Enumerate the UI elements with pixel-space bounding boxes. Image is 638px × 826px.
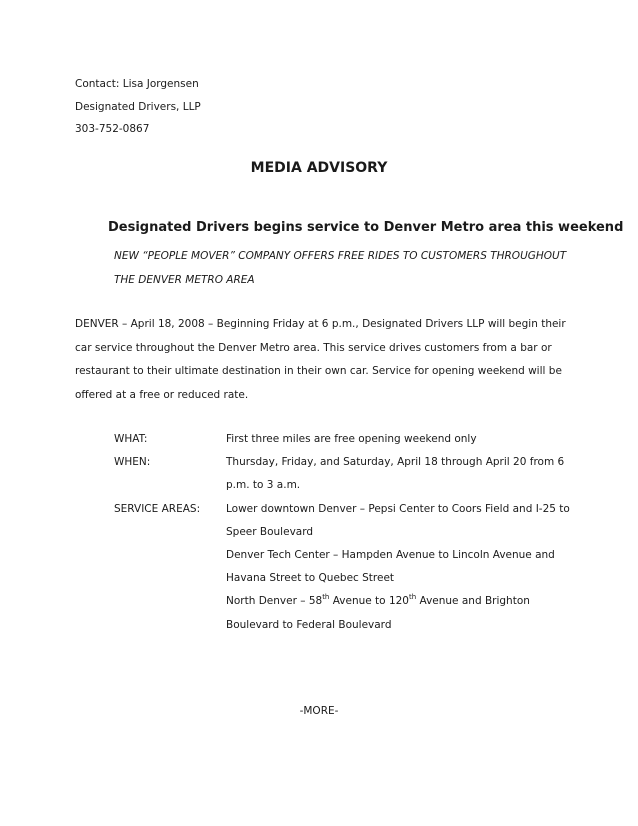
detail-row-when — [114, 451, 571, 497]
page-title: MEDIA ADVISORY — [250, 160, 388, 176]
what-value: First three miles are free opening weekend only — [226, 433, 477, 445]
when-label: WHEN: — [114, 456, 151, 469]
body-paragraph: DENVER – April 18, 2008 – Beginning Friday at 6 p.m., Designated Drivers LLP will begin their car service throughout the Denver Metro area. This service drives customers from a bar or restaurant to their ultimate destination in their own car. Service for opening weekend will be offered at a free or reduced rate. — [75, 318, 566, 401]
service-areas-list — [226, 498, 571, 637]
detail-row-what — [114, 428, 571, 451]
area3-text-2: Avenue to 120 — [329, 595, 409, 608]
area3-text-1: North Denver – 58 — [226, 595, 323, 608]
service-area-tech-center: Denver Tech Center – Hampden Avenue to Lincoln Avenue and Havana Street to Quebec Street — [226, 549, 555, 585]
area3-sup-1: th — [322, 593, 330, 602]
more-marker: -MORE- — [299, 705, 339, 717]
subheadline: NEW “PEOPLE MOVER” COMPANY OFFERS FREE RIDES TO CUSTOMERS THROUGHOUT THE DENVER METRO AREA — [114, 250, 567, 286]
what-label: WHAT: — [114, 433, 148, 445]
contact-name: Contact: Lisa Jorgensen — [75, 78, 199, 90]
service-area-downtown: Lower downtown Denver – Pepsi Center to Coors Field and I-25 to Speer Boulevard — [226, 502, 570, 538]
contact-phone: 303-752-0867 — [75, 123, 150, 135]
area3-text-3: Avenue and Brighton Boulevard to Federal Boulevard — [226, 595, 530, 631]
details-block — [114, 428, 571, 637]
detail-row-service-areas — [114, 498, 571, 637]
area3-sup-2: th — [408, 593, 417, 602]
contact-block — [75, 73, 201, 141]
service-areas-label: SERVICE AREAS: — [114, 502, 201, 515]
headline: Designated Drivers begins service to Denver Metro area this weekend — [108, 220, 624, 235]
contact-company: Designated Drivers, LLP — [75, 100, 201, 113]
when-value: Thursday, Friday, and Saturday, April 18 through April 20 from 6 p.m. to 3 a.m. — [226, 456, 565, 492]
service-area-north-denver — [226, 590, 571, 636]
